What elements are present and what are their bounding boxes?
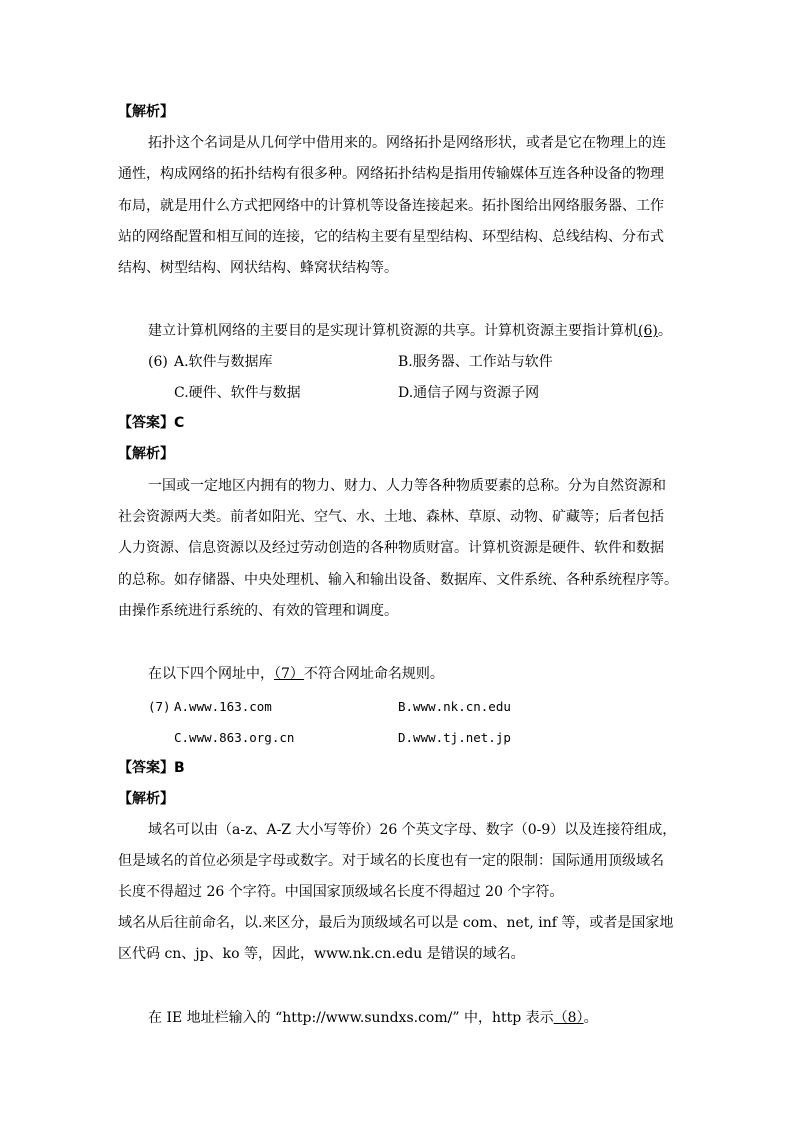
paragraph-line: 站的网络配置和相互间的连接，它的结构主要有星型结构、环型结构、总线结构、分布式 [118,229,664,245]
option-number: (7) [148,699,171,714]
stem-text: 建立计算机网络的主要目的是实现计算机资源的共享。计算机资源主要指计算机 [148,323,638,339]
answer-value: B [174,760,185,776]
option-b: B.www.nk.cn.edu [398,699,511,714]
paragraph-line: 长度不得超过 26 个字符。中国国家顶级域名长度不得超过 20 个字符。 [118,884,564,900]
option-c: C.www.863.org.cn [174,730,295,745]
blank: (6) [638,323,658,339]
option-d: D.通信子网与资源子网 [398,385,540,401]
paragraph-line: 由操作系统进行系统的、有效的管理和调度。 [118,603,398,619]
stem-text: 不符合网址命名规则。 [303,666,444,682]
paragraph-line: 结构、树型结构、网状结构、蜂窝状结构等。 [118,260,398,276]
paragraph-line: 域名可以由（a-z、A-Z 大小写等价）26 个英文字母、数字（0-9）以及连接符组成， [148,822,677,838]
answer-value: C [174,415,185,431]
option-a: A.www.163.com [174,699,272,714]
stem-text: 。 [583,1010,598,1026]
option-a: A.软件与数据库 [174,354,273,370]
answer-line [118,413,184,433]
paragraph-line: 一国或一定地区内拥有的物力、财力、人力等各种物质要素的总称。分为自然资源和 [148,478,666,494]
analysis-heading: 【解析】 [118,104,174,120]
answer-label: 【答案】 [118,415,174,431]
paragraph-line: 人力资源、信息资源以及经过劳动创造的各种物质财富。计算机资源是硬件、软件和数据 [118,540,664,556]
blank: （8） [553,1010,584,1026]
paragraph-line: 的总称。如存储器、中央处理机、输入和输出设备、数据库、文件系统、各种系统程序等。 [118,572,678,588]
paragraph-line: 区代码 cn、jp、ko 等，因此，www.nk.cn.edu 是错误的域名。 [118,946,525,962]
paragraph-line: 域名从后往前命名，以.来区分，最后为顶级域名可以是 com、net, inf 等，或者是国家地 [118,915,674,931]
question-stem [148,1008,598,1028]
answer-label: 【答案】 [118,760,174,776]
paragraph-line: 但是域名的首位必须是字母或数字。对于域名的长度也有一定的限制：国际通用顶级域名 [118,853,664,869]
paragraph-line: 布局，就是用什么方式把网络中的计算机等设备连接起来。拓扑图给出网络服务器、工作 [118,198,664,214]
paragraph-line: 通性，构成网络的拓扑结构有很多种。网络拓扑结构是指用传输媒体互连各种设备的物理 [118,166,664,182]
question-stem [148,321,672,341]
blank: （7） [274,666,304,682]
option-b: B.服务器、工作站与软件 [398,354,553,370]
answer-line [118,758,185,778]
stem-text: 在以下四个网址中， [148,666,274,682]
analysis-heading: 【解析】 [118,446,174,462]
question-stem [148,664,444,684]
option-d: D.www.tj.net.jp [398,730,511,745]
stem-text: 。 [657,323,672,339]
stem-text: 在 IE 地址栏输入的 “http://www.sundxs.com/” 中，http 表示 [148,1010,554,1026]
paragraph-line: 社会资源两大类。前者如阳光、空气、水、土地、森林、草原、动物、矿藏等；后者包括 [118,509,664,525]
option-c: C.硬件、软件与数据 [174,385,301,401]
option-number: (6) [148,354,168,370]
analysis-heading: 【解析】 [118,791,174,807]
paragraph-line: 拓扑这个名词是从几何学中借用来的。网络拓扑是网络形状，或者是它在物理上的连 [148,135,666,151]
